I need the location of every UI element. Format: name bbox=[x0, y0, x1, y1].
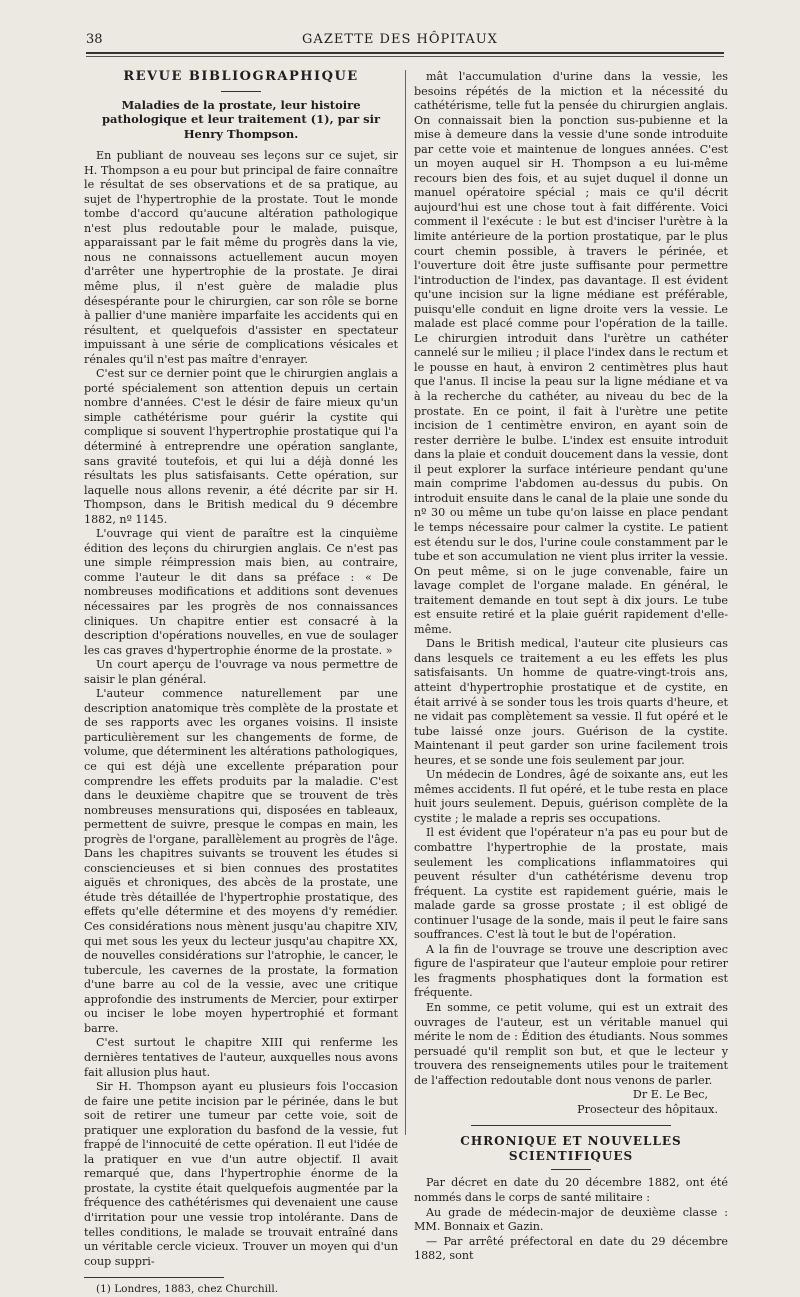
section-title: REVUE BIBLIOGRAPHIQUE bbox=[123, 69, 359, 84]
paragraph: A la fin de l'ouvrage se trouve une description avec figure de l'aspirateur que l'auteur emploie pour retirer les fragments phosphatiques dont la formation est fréquente. bbox=[414, 942, 728, 1000]
paragraph: Un médecin de Londres, âgé de soixante ans, eut les mêmes accidents. Il fut opéré, et le tube resta en place huit jours seulement. Depuis, guérison complète de la cystite ; le malade a repris ses occupations. bbox=[414, 768, 728, 825]
paragraph: En somme, ce petit volume, qui est un extrait des ouvrages de l'auteur, est un véritable manuel qui mérite le nom de : Édition des étudiants. Nous sommes persuadé qu'il remplit son but, et que le lecteur y trouvera des renseignements utiles pour le traitement de l'affection redoutable dont nous venons de parler. bbox=[414, 1001, 728, 1087]
paragraph: L'auteur commence naturellement par une description anatomique très complète de la prostate et de ses rapports avec les organes voisins. Il insiste particulièrement sur les changements de forme, de volume, que déterminent les altérations pathologiques, ce qui est déjà une excellente préparation pour comprendre les effets produits par la maladie. C'est dans le deuxième chapitre que se trouvent de très nombreuses mensurations qui, disposées en tableaux, permettent de suivre, presque le compas en main, les progrès de l'organe, parallèlement au progrès de l'âge. Dans les chapitres suivants se trouvent les études si consciencieuses et si bien connues des prostatites aiguës et chroniques, des abcès de la prostate, une étude très détaillée de l'hypertrophie prostatique, des effets qu'elle détermine et des moyens d'y remédier. Ces considérations nous mènent jusqu'au chapitre XIV, qui met sous les yeux du lecteur jusqu'au chapitre XX, de nouvelles considérations sur l'atrophie, le cancer, le tubercule, les cavernes de la prostate, la formation d'une barre au col de la vessie, avec une critique approfondie des instruments de Mercier, pour extirper ou inciser le lobe moyen hypertrophié et formant barre. bbox=[84, 687, 398, 1035]
header-rule-thin bbox=[86, 56, 724, 57]
footnote-rule bbox=[84, 1277, 224, 1278]
paragraph: C'est surtout le chapitre XIII qui renferme les dernières tentatives de l'auteur, auxquelles nous avons fait allusion plus haut. bbox=[84, 1036, 398, 1079]
article-title: Maladies de la prostate, leur histoire pathologique et leur traitement (1), par sir Henry Thompson. bbox=[101, 97, 381, 141]
footnote: (1) Londres, 1883, chez Churchill. bbox=[96, 1283, 279, 1296]
paragraph: Par décret en date du 20 décembre 1882, ont été nommés dans le corps de santé militaire : bbox=[414, 1176, 728, 1205]
paragraph: Au grade de médecin-major de deuxième classe : MM. Bonnaix et Gazin. bbox=[414, 1205, 728, 1234]
column-divider bbox=[405, 70, 406, 1135]
left-column bbox=[84, 70, 398, 1297]
paragraph: Un court aperçu de l'ouvrage va nous permettre de saisir le plan général. bbox=[84, 658, 398, 686]
paragraph: — Par arrêté préfectoral en date du 29 décembre 1882, sont bbox=[414, 1234, 728, 1263]
page-number: 38 bbox=[86, 32, 103, 47]
title-rule bbox=[221, 91, 261, 92]
chronicle-rule bbox=[551, 1169, 591, 1170]
paragraph: Il est évident que l'opérateur n'a pas eu pour but de combattre l'hypertrophie de la prostate, mais seulement les complications inflammatoires qui peuvent résulter d'un cathétérisme devenu trop fréquent. La cystite est rapidement guérie, mais le malade garde sa grosse prostate ; il est obligé de continuer l'usage de la sonde, mais il peut le faire sans souffrances. C'est là tout le but de l'opération. bbox=[414, 826, 728, 942]
signature-name: Dr E. Le Bec, bbox=[632, 1088, 708, 1102]
header-rule bbox=[86, 52, 724, 54]
ornamental-rule bbox=[471, 1125, 671, 1126]
paragraph: L'ouvrage qui vient de paraître est la cinquième édition des leçons du chirurgien anglais. Ce n'est pas une simple réimpression mais bien, au contraire, comme l'auteur le dit dans sa préface : « De nombreuses modifications et additions sont devenues nécessaires par les progrès de nos connaissances cliniques. Un chapitre entier est consacré à la description d'opérations nouvelles, en vue de soulager les cas graves d'hypertrophie énorme de la prostate. » bbox=[84, 527, 398, 657]
right-column bbox=[414, 70, 728, 1264]
paragraph: mât l'accumulation d'urine dans la vessie, les besoins répétés de la miction et la nécessité du cathétérisme, telle fut la pensée du chirurgien anglais. On connaissait bien la ponction sus-pubienne et la mise à demeure dans la vessie d'une sonde introduite par cette voie et maintenue de longues années. C'est un moyen auquel sir H. Thompson a eu lui-même recours bien des fois, et au sujet duquel il donne un manuel opératoire spécial ; mais ce qu'il décrit aujourd'hui est une chose tout à fait différente. Voici comment il l'exécute : le but est d'inciser l'urètre à la limite antérieure de la portion prostatique, par le plus court chemin possible, à travers le périnée, et l'ouverture doit être juste suffisante pour permettre l'introduction de l'index, pas davantage. Il est évident qu'une incision sur la ligne médiane est préférable, puisqu'elle conduit en ligne droite vers la vessie. Le malade est placé comme pour l'opération de la taille. Le chirurgien introduit dans l'urètre un cathéter cannelé sur le milieu ; il place l'index dans le rectum et le pousse en haut, à environ 2 centimètres plus haut que l'anus. Il incise la peau sur la ligne médiane et va à la recherche du cathéter, au niveau du bec de la prostate. En ce point, il fait à l'urètre une petite incision de 1 centimètre environ, en ayant soin de rester derrière le bulbe. L'index est ensuite introduit dans la plaie et conduit doucement dans la vessie, dont il peut explorer la surface intérieure pendant qu'une main comprime l'abdomen au-dessus du pubis. On introduit ensuite dans le canal de la plaie une sonde du nº 30 ou même un tube qu'on laisse en place pendant le temps nécessaire pour calmer la cystite. Le patient est étendu sur le dos, l'urine coule constamment par le tube et son accumulation ne vient plus irriter la vessie. On peut même, si on le juge convenable, faire un lavage complet de l'organe malade. En général, le traitement demande en tout sept à dix jours. Le tube est ensuite retiré et la plaie guérit rapidement d'elle-même. bbox=[414, 70, 728, 636]
journal-title: GAZETTE DES HÔPITAUX bbox=[302, 32, 498, 47]
paragraph: Dans le British medical, l'auteur cite plusieurs cas dans lesquels ce traitement a eu les effets les plus satisfaisants. Un homme de quatre-vingt-trois ans, atteint d'hypertrophie prostatique et de cystite, en était arrivé à se sonder tous les trois quarts d'heure, et ne vidait pas complètement sa vessie. Il fut opéré et le tube laissé onze jours. Guérison de la cystite. Maintenant il peut garder son urine facilement trois heures, et se sonde une fois seulement par jour. bbox=[414, 637, 728, 767]
chronicle-title: CHRONIQUE ET NOUVELLES SCIENTIFIQUES bbox=[460, 1134, 682, 1163]
paragraph: Sir H. Thompson ayant eu plusieurs fois l'occasion de faire une petite incision par le périnée, dans le but soit de retirer une tumeur par cette voie, soit de pratiquer une exploration du basfond de la vessie, fut frappé de l'innocuité de cette opération. Il eut l'idée de la pratiquer en vue d'un autre objectif. Il avait remarqué que, dans l'hypertrophie énorme de la prostate, la cystite était quelquefois augmentée par la fréquence des cathétérismes qui devenaient une cause d'irritation pour une vessie trop intolérante. Dans de telles conditions, le malade se trouvait entraîné dans un véritable cercle vicieux. Trouver un moyen qui d'un coup suppri- bbox=[84, 1080, 398, 1268]
paragraph: C'est sur ce dernier point que le chirurgien anglais a porté spécialement son attention depuis un certain nombre d'années. C'est le désir de faire mieux qu'un simple cathétérisme pour guérir la cystite qui complique si souvent l'hypertrophie prostatique qui l'a déterminé à entreprendre une opération sanglante, sans gravité toutefois, et qui lui a déjà donné les résultats les plus satisfaisants. Cette opération, sur laquelle nous allons revenir, a été décrite par sir H. Thompson, dans le British medical du 9 décembre 1882, nº 1145. bbox=[84, 367, 398, 526]
signature-role: Prosecteur des hôpitaux. bbox=[577, 1102, 718, 1116]
paragraph: En publiant de nouveau ses leçons sur ce sujet, sir H. Thompson a eu pour but principal de faire connaître le résultat de ses observations et de sa pratique, au sujet de l'hypertrophie de la prostate. Tout le monde tombe d'accord qu'aucune altération pathologique n'est plus redoutable pour le malade, puisque, apparaissant par le fait même du progrès dans la vie, nous ne connaissons actuellement aucun moyen d'arrêter une hypertrophie de la prostate. Je dirai même plus, il n'est guère de maladie plus désespérante pour le chirurgien, car son rôle se borne à pallier d'une manière imparfaite les accidents qui en résultent, et quelquefois d'assister en spectateur impuissant à une série de complications vésicales et rénales qu'il n'est pas maître d'enrayer. bbox=[84, 149, 398, 366]
